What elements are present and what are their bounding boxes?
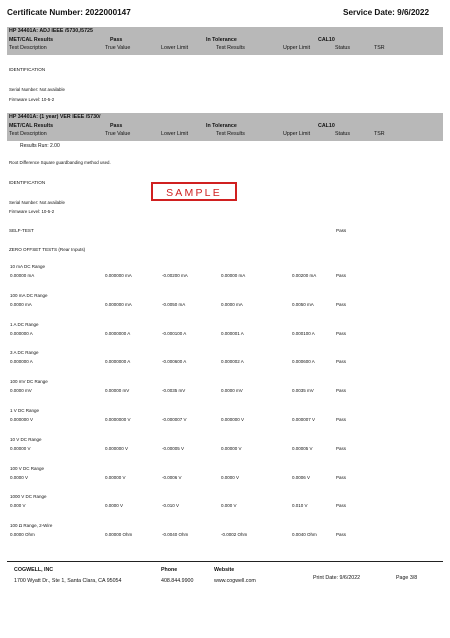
cal-id: CAL10 [318,123,335,129]
col-status: Status [335,45,351,51]
row-test-result: 0.0000 mV [221,388,243,394]
row-test-result: 0.000001 A [221,330,244,336]
procedure-band-1 [7,27,443,55]
row-true-value: 0.00000 V [105,474,126,480]
row-description: 0.000000 A [10,330,33,336]
col-tsr: TSR [374,131,385,137]
firmware-level: Firmware Level: 10-5-2 [9,209,55,214]
row-true-value: 0.0000000 A [105,359,131,365]
row-true-value: 0.0000000 A [105,330,131,336]
row-range-label: 3 A DC Range [10,350,39,356]
row-status: Pass [336,532,347,538]
table-row [0,494,450,524]
phone-label: Phone [161,567,178,573]
row-status: Pass [336,330,347,336]
row-upper-limit: 0.00005 V [292,445,313,451]
row-description: 0.0000 mA [10,301,32,307]
row-status: Pass [336,417,347,422]
row-description: 0.0000 mV [10,388,32,394]
col-true-value: True Value [105,45,131,51]
row-status: Pass [336,474,347,480]
row-description: 0.0000 V [10,474,29,480]
col-status: Status [335,131,351,137]
procedure-name: HP 34401A: ADJ IEEE /5730,/5725 [9,28,93,34]
results-value: Pass [110,123,123,129]
row-test-result: 0.00000 V [221,445,242,451]
row-true-value: 0.00000 Ohm [105,532,133,538]
col-upper-limit: Upper Limit [283,45,311,51]
identification-heading: IDENTIFICATION [9,67,46,72]
phone-number: 408.844.9900 [161,578,194,584]
company-address: 1700 Wyatt Dr., Ste 1, Santa Clara, CA 95054 [14,578,122,584]
row-status: Pass [336,359,347,365]
col-test-description: Test Description [9,45,47,51]
row-upper-limit: 0.0040 Ohm [292,532,317,538]
table-row [0,523,450,553]
firmware-level: Firmware Level: 10-5-2 [9,97,55,102]
certificate-number: Certificate Number: 2022000147 [7,8,131,17]
col-true-value: True Value [105,131,131,137]
row-lower-limit: -0.00200 mA [162,273,188,278]
zero-offset-heading: ZERO OFFSET TESTS (Rear Inputs) [9,247,86,252]
footer-rule [7,561,443,562]
results-label: MET/CAL Results [9,37,54,43]
website-label: Website [214,567,235,573]
row-range-label: 100 mV DC Range [10,379,48,385]
row-upper-limit: 0.000600 A [292,359,315,365]
row-range-label: 10 V DC Range [10,436,42,442]
table-row [0,322,450,352]
tolerance: In Tolerance [206,123,237,129]
row-lower-limit: -0.000100 A [162,330,187,336]
table-row [0,350,450,380]
row-lower-limit: -0.000007 V [162,417,187,422]
cal-id: CAL10 [318,37,335,43]
row-lower-limit: -0.000600 A [162,359,187,365]
row-status: Pass [336,445,347,451]
row-status: Pass [336,301,347,307]
row-lower-limit: -0.00005 V [162,445,185,451]
self-test-label: SELF-TEST [9,228,34,233]
results-label: MET/CAL Results [9,123,54,129]
row-test-result: 0.0000 V [221,474,240,480]
row-range-label: 1 V DC Range [10,408,40,413]
row-description: 0.00000 V [10,445,31,451]
row-upper-limit: 0.000007 V [292,417,316,422]
row-upper-limit: 0.0050 mA [292,301,314,307]
row-description: 0.000000 V [10,417,34,422]
row-test-result: 0.000000 V [221,417,245,422]
page-number: Page 3/8 [396,575,418,581]
website-link[interactable]: www.cogwell.com [214,578,256,584]
row-true-value: 0.000000 mA [105,301,132,307]
sample-stamp: SAMPLE [151,182,237,201]
table-row [0,264,450,294]
table-row [0,466,450,496]
results-value: Pass [110,37,123,43]
row-upper-limit: 0.010 V [292,503,308,509]
serial-number: Serial Number: Not available [9,87,65,92]
row-test-result: 0.000 V [221,503,237,509]
row-lower-limit: -0.0006 V [162,474,182,480]
row-description: 0.0000 Ohm [10,532,35,538]
col-test-description: Test Description [9,131,47,137]
row-test-result: 0.00000 mA [221,273,246,278]
row-true-value: 0.0000000 V [105,417,131,422]
col-test-results: Test Results [216,131,245,137]
row-status: Pass [336,273,347,278]
row-upper-limit: 0.0035 mV [292,388,314,394]
col-lower-limit: Lower Limit [161,131,189,137]
guardband-note: Root Difference Square guardbanding method used. [9,160,111,165]
col-tsr: TSR [374,45,385,51]
row-test-result: 0.0000 mA [221,301,243,307]
row-status: Pass [336,388,347,394]
row-upper-limit: 0.000100 A [292,330,315,336]
row-true-value: 0.000000 mA [105,273,132,278]
table-row [0,437,450,467]
table-row [0,293,450,323]
row-upper-limit: 0.0006 V [292,474,311,480]
row-range-label: 1 A DC Range [10,321,39,327]
col-upper-limit: Upper Limit [283,131,311,137]
self-test-status: Pass [336,228,347,233]
procedure-band-2 [7,113,443,141]
row-lower-limit: -0.0050 mA [162,301,186,307]
row-range-label: 100 mA DC Range [10,292,48,298]
col-test-results: Test Results [216,45,245,51]
row-description: 0.000 V [10,503,26,509]
row-lower-limit: -0.0040 Ohm [162,532,189,538]
row-range-label: 100 V DC Range [10,465,45,471]
row-range-label: 100 Ω Range, 2-Wire [10,523,53,529]
row-range-label: 10 mA DC Range [10,264,46,269]
row-lower-limit: -0.010 V [162,503,180,509]
results-run: Results Run: 2.00 [20,143,60,149]
row-description: 0.00000 mA [10,273,35,278]
print-date: Print Date: 9/6/2022 [313,575,361,581]
table-row [0,379,450,409]
row-test-result: 0.000002 A [221,359,244,365]
row-status: Pass [336,503,347,509]
row-range-label: 1000 V DC Range [10,494,47,500]
procedure-name: HP 34401A: (1 year) VER IEEE /5730/ [9,114,101,120]
identification-heading: IDENTIFICATION [9,180,46,185]
row-lower-limit: -0.0035 mV [162,388,186,394]
row-description: 0.000000 A [10,359,33,365]
company-name: COGWELL, INC [14,567,54,573]
row-true-value: 0.00000 mV [105,388,130,394]
row-true-value: 0.0000 V [105,503,124,509]
row-true-value: 0.000000 V [105,445,129,451]
serial-number: Serial Number: Not available [9,200,65,205]
table-row [0,408,450,438]
col-lower-limit: Lower Limit [161,45,189,51]
service-date: Service Date: 9/6/2022 [343,8,430,17]
tolerance: In Tolerance [206,37,237,43]
row-upper-limit: 0.00200 mA [292,273,317,278]
row-test-result: -0.0002 Ohm [221,532,248,538]
